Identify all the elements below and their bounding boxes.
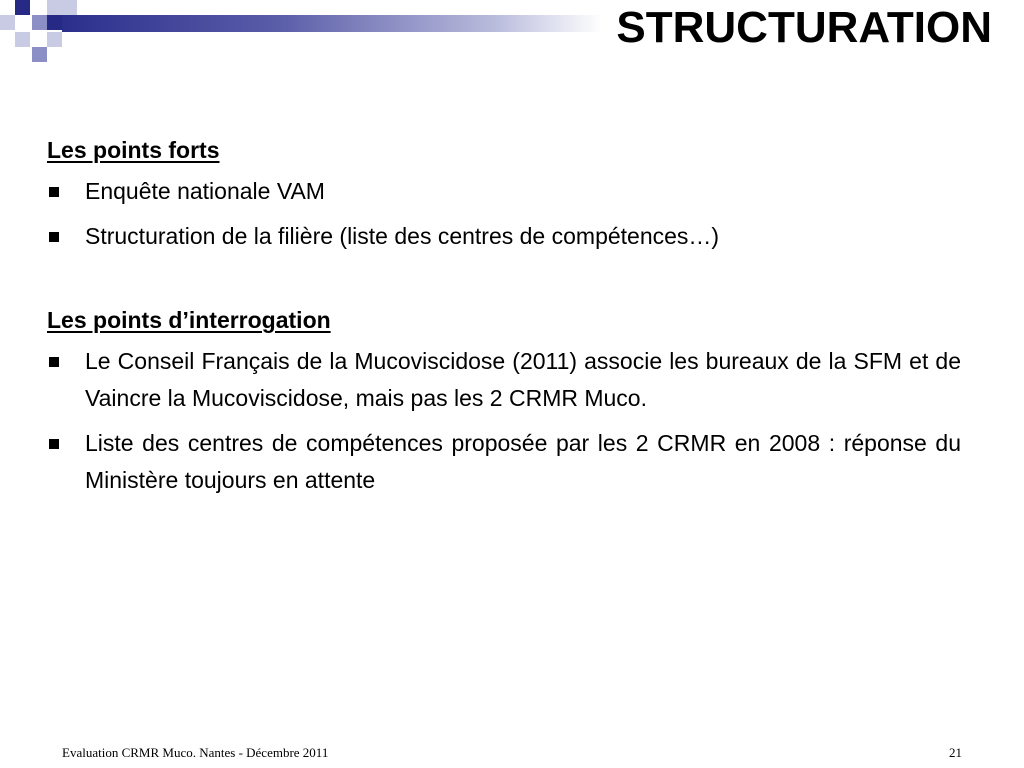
section-points-forts <box>47 132 961 255</box>
list-item <box>47 425 961 499</box>
bullet-list <box>47 343 961 499</box>
deco-square-icon <box>47 32 62 47</box>
header-gradient-bar <box>62 15 602 32</box>
deco-square-icon <box>0 15 15 30</box>
deco-square-icon <box>15 32 30 47</box>
square-bullet-icon <box>49 187 59 197</box>
square-bullet-icon <box>49 357 59 367</box>
deco-square-icon <box>62 0 77 15</box>
bullet-text: Enquête nationale VAM <box>85 178 325 204</box>
bullet-text: Structuration de la filière (liste des centres de compétences…) <box>85 223 720 249</box>
bullet-text: Le Conseil Français de la Mucoviscidose (2011) associe les bureaux de la SFM et de Vaincre la Mucoviscidose, mais pas les 2 CRMR Muco. <box>85 348 961 411</box>
square-bullet-icon <box>49 439 59 449</box>
slide-title: STRUCTURATION <box>616 3 992 52</box>
square-bullet-icon <box>49 232 59 242</box>
deco-square-icon <box>47 15 62 30</box>
footer-text: Evaluation CRMR Muco. Nantes - Décembre 2011 <box>62 745 329 760</box>
bullet-text: Liste des centres de compétences proposée par les 2 CRMR en 2008 : réponse du Ministère toujours en attente <box>85 430 961 493</box>
bullet-list <box>47 173 961 255</box>
deco-square-icon <box>32 15 47 30</box>
list-item <box>47 173 961 210</box>
section-heading: Les points forts <box>47 137 220 163</box>
list-item <box>47 218 961 255</box>
deco-square-icon <box>32 47 47 62</box>
list-item <box>47 343 961 417</box>
page-number: 21 <box>949 745 962 760</box>
deco-square-icon <box>15 0 30 15</box>
slide-content <box>47 132 961 507</box>
deco-square-icon <box>47 0 62 15</box>
section-points-interrogation <box>47 302 961 499</box>
section-heading: Les points d’interrogation <box>47 307 331 333</box>
